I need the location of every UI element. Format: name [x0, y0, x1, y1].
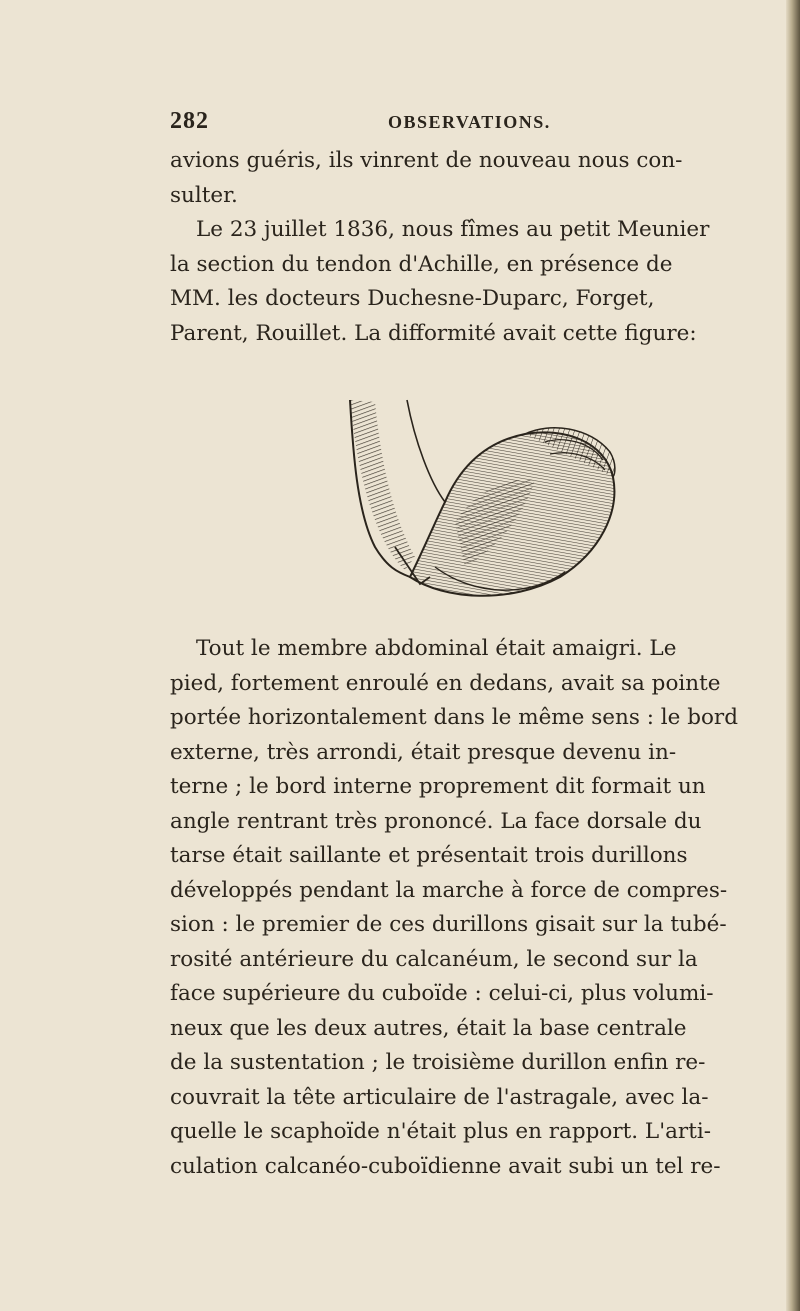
running-title: OBSERVATIONS.: [388, 112, 551, 132]
text-line: culation calcanéo-cuboïdienne avait subi un tel re-: [170, 1153, 721, 1179]
page-number: 282: [170, 108, 209, 134]
text-line: développés pendant la marche à force de compres-: [170, 877, 728, 903]
text-line: Parent, Rouillet. La difformité avait cette figure:: [170, 320, 697, 346]
text-line: face supérieure du cuboïde : celui-ci, plus volumi-: [170, 981, 714, 1006]
text-line: sulter.: [170, 182, 238, 208]
text-line: rosité antérieure du calcanéum, le second sur la: [170, 946, 698, 972]
text-line: tarse était saillante et présentait trois durillons: [170, 843, 688, 868]
text-line: angle rentrant très prononcé. La face dorsale du: [170, 808, 702, 834]
text-line: avions guéris, ils vinrent de nouveau nous con-: [170, 148, 683, 173]
text-line: Tout le membre abdominal était amaigri. Le: [196, 636, 677, 661]
page-edge: [786, 0, 800, 1311]
text-line: sion : le premier de ces durillons gisait sur la tubé-: [170, 912, 727, 937]
text-line: couvrait la tête articulaire de l'astragale, avec la-: [170, 1084, 709, 1110]
page-header: [170, 108, 610, 138]
text-block-bottom: [170, 632, 738, 1184]
text-line: terne ; le bord interne proprement dit formait un: [170, 774, 706, 799]
clubfoot-engraving: [335, 372, 625, 612]
text-line: MM. les docteurs Duchesne-Duparc, Forget,: [170, 286, 655, 311]
text-line: Le 23 juillet 1836, nous fîmes au petit Meunier: [196, 217, 710, 242]
text-line: neux que les deux autres, était la base centrale: [170, 1015, 687, 1041]
text-line: quelle le scaphoïde n'était plus en rapport. L'arti-: [170, 1119, 711, 1144]
text-line: de la sustentation ; le troisième durillon enfin re-: [170, 1050, 706, 1075]
text-block-top: [170, 144, 710, 351]
text-line: pied, fortement enroulé en dedans, avait sa pointe: [170, 670, 721, 696]
text-line: la section du tendon d'Achille, en présence de: [170, 251, 673, 277]
clubfoot-figure: [335, 372, 625, 612]
text-line: externe, très arrondi, était presque devenu in-: [170, 739, 677, 765]
text-line: portée horizontalement dans le même sens : le bord: [170, 705, 738, 730]
